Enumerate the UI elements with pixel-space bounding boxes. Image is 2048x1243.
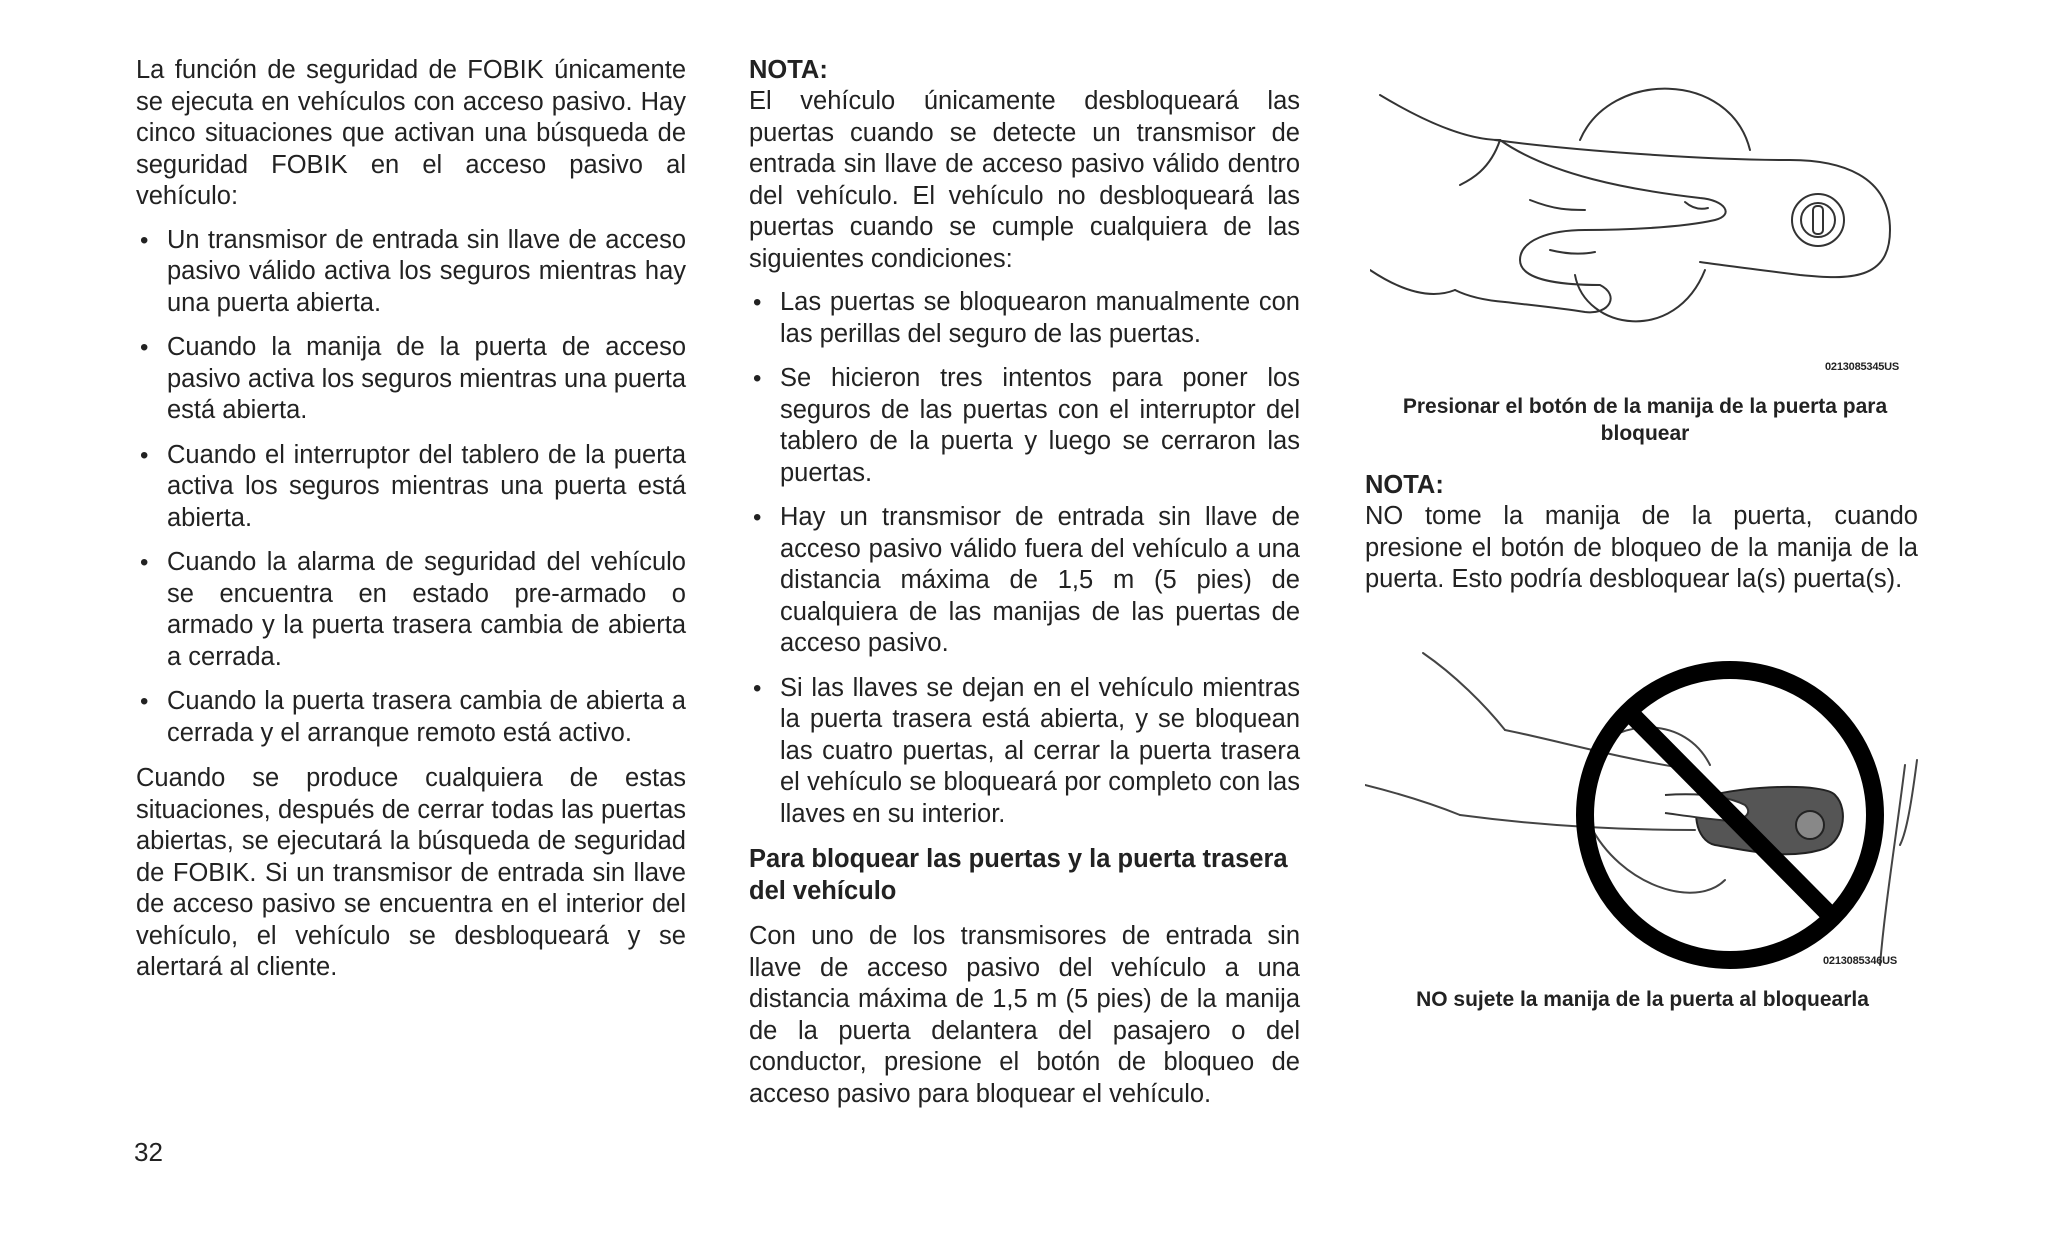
list-item: • Cuando la puerta trasera cambia de abierta a cerrada y el arranque remoto está activo. — [136, 686, 686, 749]
figure-code: 0213085345US — [1825, 361, 1900, 373]
column-left — [136, 55, 686, 984]
list-item: • Las puertas se bloquearon manualmente con las perillas del seguro de las puertas. — [749, 287, 1300, 350]
figure-code: 0213085346US — [1823, 955, 1898, 967]
prohibition-sign-icon — [1365, 645, 1920, 970]
hand-press-icon — [1370, 80, 1920, 380]
list-item: • Cuando la alarma de seguridad del vehículo se encuentra en estado pre-armado o armado y la puerta trasera cambia de abierta a cerrada. — [136, 547, 686, 673]
list-item: • Hay un transmisor de entrada sin llave de acceso pasivo válido fuera del vehículo a una distancia máxima de 1,5 m (5 pies) de cualquiera de las manijas de las puertas de acceso pasivo. — [749, 502, 1300, 660]
note-paragraph: El vehículo únicamente desbloqueará las puertas cuando se detecte un transmisor de entrada sin llave de acceso pasivo válido dentro del vehículo. El vehículo no desbloqueará las puertas cuando se cumple cualquiera de las siguientes condiciones: — [749, 87, 1300, 273]
figure-caption: Presionar el botón de la manija de la puerta para bloquear — [1402, 395, 1888, 445]
prohibition-illustration — [1365, 645, 1920, 970]
list-item: • Cuando el interruptor del tablero de la puerta activa los seguros mientras una puerta está abierta. — [136, 440, 686, 535]
list-item: • Un transmisor de entrada sin llave de acceso pasivo válido activa los seguros mientras hay una puerta abierta. — [136, 225, 686, 320]
lock-instructions-paragraph: Con uno de los transmisores de entrada sin llave de acceso pasivo del vehículo a una distancia máxima de 1,5 m (5 pies) de la manija de la puerta delantera del pasajero o del conductor, presione el botón de bloqueo de acceso pasivo para bloquear el vehículo. — [749, 922, 1300, 1108]
column-middle — [749, 55, 1300, 1110]
note-heading: NOTA: — [1365, 471, 1444, 499]
section-subheading: Para bloquear las puertas y la puerta trasera del vehículo — [749, 845, 1288, 905]
note-block-right — [1365, 470, 1918, 596]
list-item: • Cuando la manija de la puerta de acceso pasivo activa los seguros mientras una puerta está abierta. — [136, 332, 686, 427]
list-item: • Si las llaves se dejan en el vehículo mientras la puerta trasera está abierta, y se bloquean las cuatro puertas, al cerrar la puerta trasera el vehículo se bloqueará por completo con las llaves en su interior. — [749, 673, 1300, 831]
hand-press-illustration — [1370, 80, 1920, 380]
intro-paragraph: La función de seguridad de FOBIK únicamente se ejecuta en vehículos con acceso pasivo. Hay cinco situaciones que activan una búsqueda de seguridad FOBIK en el acceso pasivo al vehículo: — [136, 56, 686, 210]
list-item: • Se hicieron tres intentos para poner los seguros de las puertas con el interruptor del tablero de la puerta y luego se cerraron las puertas. — [749, 363, 1300, 489]
page-number: 32 — [134, 1137, 163, 1167]
note-heading: NOTA: — [749, 56, 828, 84]
figure-caption: NO sujete la manija de la puerta al bloquearla — [1416, 988, 1869, 1011]
trigger-list — [136, 225, 686, 750]
condition-list — [749, 287, 1300, 830]
closing-paragraph: Cuando se produce cualquiera de estas situaciones, después de cerrar todas las puertas abiertas, se ejecutará la búsqueda de seguridad de FOBIK. Si un transmisor de entrada sin llave de acceso pasivo se encuentra en el interior del vehículo, el vehículo se desbloqueará y se alertará al cliente. — [136, 764, 686, 981]
note-paragraph: NO tome la manija de la puerta, cuando presione el botón de bloqueo de la manija de la puerta. Esto podría desbloquear la(s) puerta(s). — [1365, 502, 1918, 593]
